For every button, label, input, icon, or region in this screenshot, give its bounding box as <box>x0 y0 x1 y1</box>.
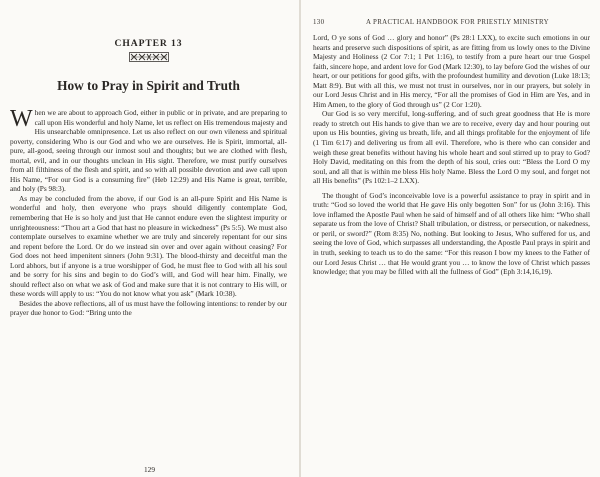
drop-cap: W <box>10 106 33 132</box>
paragraph: Lord, O ye sons of God … glory and honor” (Ps 28:1 LXX), to excite such emotions in our hearts and preserve such dispositions of spirit, as are fitting from us lowly ones to the Divine Majesty and Holiness (2 Cor 7:1; 1 Pet 1:16), to testify from a pure heart our true Gospel faith, sincere hope, and ardent love for God (Mark 12:30), to lay before God the wishes of our heart, or our petitions for good gifts, with the profoundest humility and devotion (Luke 18:13; Matt 8:9). But with all this, we must not trust in ourselves, nor in our prayers, but solely in our Lord Jesus Christ and in His mercy, “For all the promises of God in Him are Yes, and in Him Amen, to the glory of God through us” (2 Cor 1:20). <box>313 33 590 109</box>
paragraph-text: hen we are about to approach God, either in public or in private, and are preparing to call upon His wonderful and holy Name, let us reflect on His tremendous majesty and His unsearchable omnipresence. Let us also reflect on our own vileness and spiritual poverty, considering Who is our God and who we are ourselves. He is Spirit, immortal, all-pure, all-good, seeing through our inmost soul and thoughts; but we are clothed with flesh, mortal, evil, and in our thoughts unclean in His sight. Therefore, we must purify ourselves from all filthiness of the flesh and spirit, and so with all possible devotion and awe call upon His Name, “For our God is a consuming fire” (Heb 12:29) and His Name is great, terrible, and holy (Ps 98:3). <box>10 108 287 194</box>
chapter-title: How to Pray in Spirit and Truth <box>57 78 240 93</box>
paragraph <box>10 108 287 194</box>
paragraph: Besides the above reflections, all of us must have the following intentions: to render by our prayer due honor to God: “Bring unto the <box>10 298 287 318</box>
chapter-label: CHAPTER 13 <box>114 38 183 49</box>
right-page <box>301 0 600 477</box>
paragraph: As may be concluded from the above, if our God is an all-pure Spirit and His Name is wonderful and holy, then everyone who prays should diligently contemplate God, remembering that He is so holy and just that He cannot endure even the slightest impurity or unrighteousness: “Thou art a God that hast no pleasure in wickedness” (Ps 5:5). We must also contemplate ourselves to examine whether we are truly and sincerely repentant for our sins and repent before the Lord. Or do we instead sin over and over again without ceasing? For God does not heed impenitent sinners (John 9:31). The blood-thirsty and deceitful man the Lord abhors, but if anyone is a true worshipper of God, he must flee to God with all his soul and be sorry for his sins and begin to do God’s will, and God will hear him. Finally, we should reflect also on what we ask of God and make sure that it is not contrary to His will, or these words will apply to us: “You do not know what you ask” (Mark 10:38). <box>10 193 287 299</box>
page-number-right: 130 <box>313 19 325 26</box>
left-page <box>0 0 299 477</box>
running-head <box>313 19 590 26</box>
paragraph: The thought of God’s inconceivable love is a powerful assistance to pray in spirit and in truth: “God so loved the world that He gave His only begotten Son” for us (John 3:16). This love inflamed the Apostle Paul when he said of himself and of all others like him: “Who shall separate us from the love of Christ? Shall tribulation, or distress, or persecution, or nakedness, or peril, or sword?” (Rom 8:35) No, nothing. But looking to Jesus, Who suffered for us, and seeing the love of God, which surpasses all understanding, the Apostle Paul prays in spirit and in truth, seeking to teach us to do the same: “For this reason I bow my knees to the Father of our Lord Jesus Christ … that He would grant you … to know the love of Christ which passes knowledge; that you may be filled with all the fullness of God” (Eph 3:14,16,19). <box>313 190 590 277</box>
running-head-title: A PRACTICAL HANDBOOK FOR PRIESTLY MINISTRY <box>366 19 549 26</box>
knot-ornament-icon <box>129 52 169 62</box>
left-page-body <box>10 108 287 318</box>
page-number-left: 129 <box>144 465 155 474</box>
right-page-body <box>313 33 590 277</box>
chapter-ornament <box>10 52 287 62</box>
paragraph: Our God is so very merciful, long-suffering, and of such great goodness that He is more ready to stretch out His hands to give than we are to receive, every day and hour pouring out upon us His bounties, giving us breath, life, and all things profitable for the enjoyment of life (1 Tim 6:17) and delivering us from all evil. Therefore, who is there who can consider and weigh these great benefits without having his whole heart and soul stirred up to pray to God? Holy David, meditating on this from the depth of his soul, cries out: “Bless the Lord O my soul, and all that is within me bless His holy Name. Bless the Lord O my soul, and forget not all His benefits” (Ps 102:1–2 LXX). <box>313 109 590 186</box>
